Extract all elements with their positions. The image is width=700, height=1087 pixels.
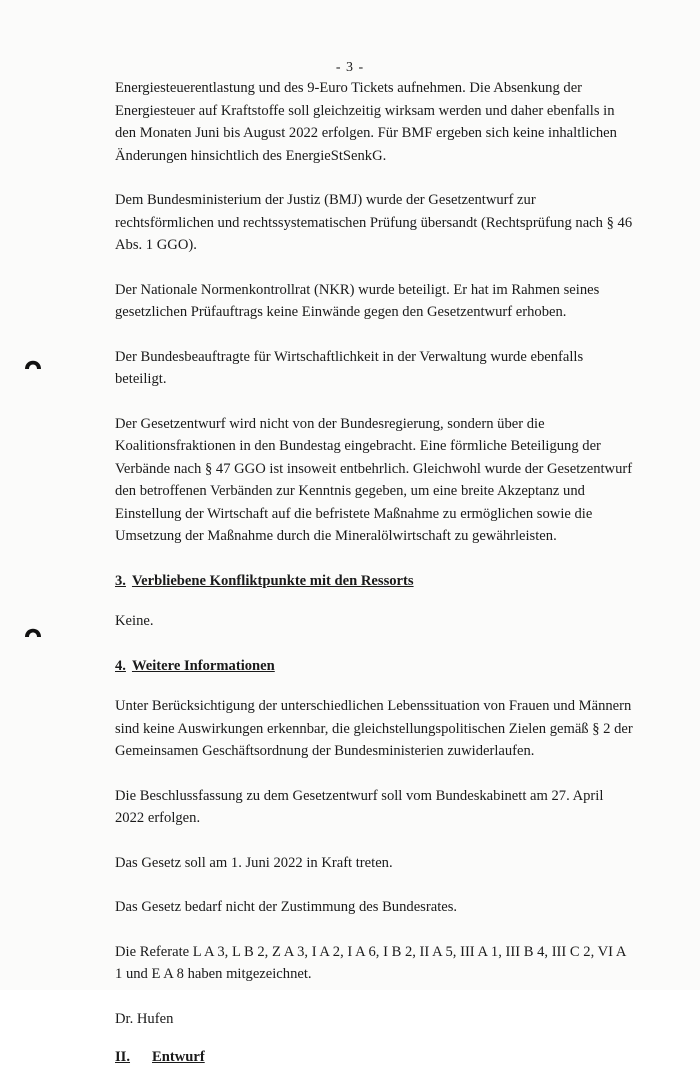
punch-hole-mark-lower	[24, 620, 42, 638]
punch-hole-mark-lower-icon	[24, 620, 42, 638]
section-4-number: 4.	[115, 657, 126, 674]
punch-hole-mark-upper	[24, 352, 42, 370]
section-4-heading	[115, 655, 635, 678]
paragraph-gender-equality: Unter Berücksichtigung der unterschiedlichen Lebenssituation von Frauen und Männern sind keine Auswirkungen erkennbar, die gleichstellungspolitischen Zielen gemäß § 2 der Gemeinsamen Geschäftsordnung der Bundesministerien zuwiderlaufen.	[115, 698, 633, 759]
paragraph-coalition: Der Gesetzentwurf wird nicht von der Bundesregierung, sondern über die Koalitionsfraktionen in den Bundestag eingebracht. Eine förmliche Beteiligung der Verbände nach § 47 GGO ist insoweit entbehrlich. Gleichwohl wurde der Gesetzentwurf den betroffenen Verbänden zur Kenntnis gegeben, um eine breite Akzeptanz und Einstellung der Wirtschaft auf die befristete Maßnahme zu ermöglichen sowie die Umsetzung der Maßnahme durch die Mineralölwirtschaft zu gewährleisten.	[115, 415, 633, 544]
paragraph-bmj: Dem Bundesministerium der Justiz (BMJ) wurde der Gesetzentwurf zur rechtsförmlichen und rechtssystematischen Prüfung übersandt (Rechtsprüfung nach § 46 Abs. 1 GGO).	[115, 192, 633, 253]
section-3-number: 3.	[115, 572, 126, 589]
punch-hole-mark-upper-icon	[24, 352, 42, 370]
section-3-heading	[115, 570, 635, 593]
page-number: - 3 -	[335, 60, 365, 75]
paragraph-cosigning-units: Die Referate L A 3, L B 2, Z A 3, I A 2, I A 6, I B 2, II A 5, III A 1, III B 4, III C 2, VI A 1 und E A 8 haben mitgezeichnet.	[115, 943, 626, 982]
signature: Dr. Hufen	[115, 1010, 174, 1027]
paragraph-federal-commissioner: Der Bundesbeauftragte für Wirtschaftlichkeit in der Verwaltung wurde ebenfalls beteiligt.	[115, 348, 584, 387]
paragraph-energy-tax: Energiesteuerentlastung und des 9-Euro Tickets aufnehmen. Die Absenkung der Energiesteuer auf Kraftstoffe soll gleichzeitig wirksam werden und daher ebenfalls in den Monaten Juni bis August 2022 erfolgen. Für BMF ergeben sich keine inhaltlichen Änderungen hinsichtlich des EnergieStSenkG.	[115, 80, 617, 164]
paragraph-cabinet-decision: Die Beschlussfassung zu dem Gesetzentwurf soll vom Bundeskabinett am 27. April 2022 erfolgen.	[115, 787, 604, 826]
paragraph-bundesrat: Das Gesetz bedarf nicht der Zustimmung des Bundesrates.	[115, 899, 458, 915]
section-ii-title: Entwurf	[152, 1049, 205, 1065]
section-3-title: Verbliebene Konfliktpunkte mit den Ressorts	[131, 572, 414, 589]
paragraph-entry-into-force: Das Gesetz soll am 1. Juni 2022 in Kraft treten.	[115, 854, 393, 871]
section-4-title: Weitere Informationen	[131, 657, 275, 674]
paragraph-nkr: Der Nationale Normenkontrollrat (NKR) wurde beteiligt. Er hat im Rahmen seines gesetzlichen Prüfauftrags keine Einwände gegen den Gesetzentwurf erhoben.	[115, 281, 600, 320]
section-ii-number: II.	[115, 1049, 131, 1065]
section-ii-heading	[115, 1046, 635, 1069]
section-3-body: Keine.	[115, 613, 154, 629]
document-body	[115, 77, 635, 1087]
